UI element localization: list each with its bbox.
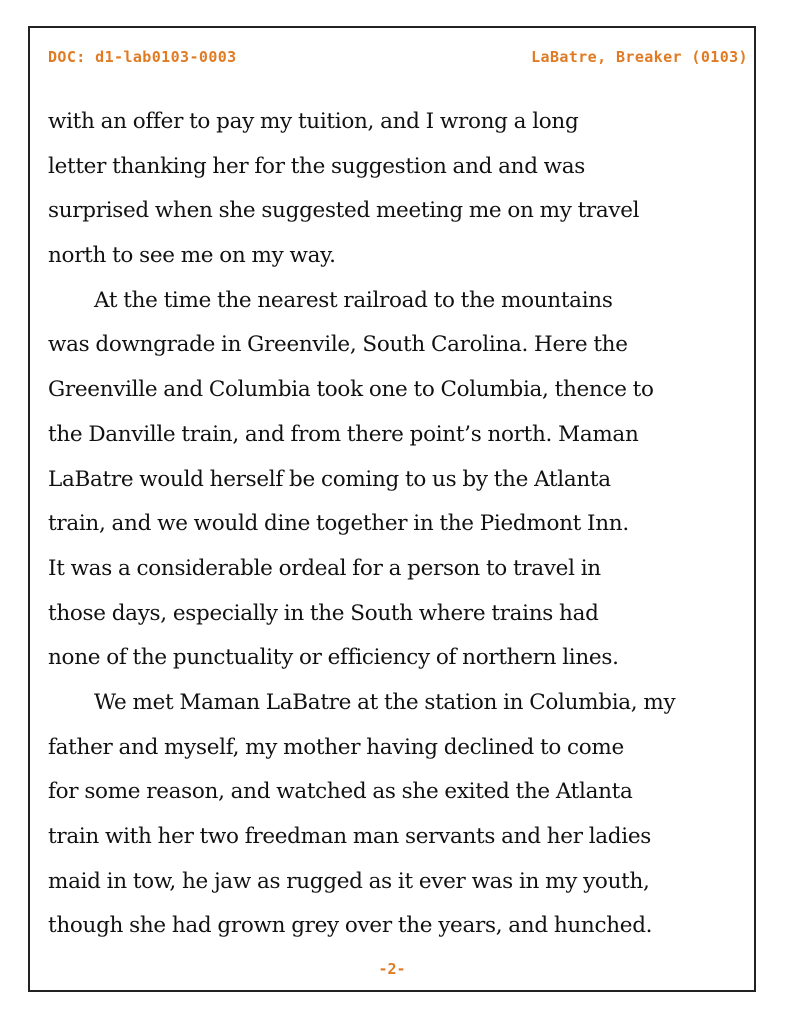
text-line: surprised when she suggested meeting me on my travel xyxy=(48,198,640,224)
text-line: It was a considerable ordeal for a person to travel in xyxy=(48,555,601,581)
text-line: for some reason, and watched as she exited the Atlanta xyxy=(48,779,633,805)
text-line: north to see me on my way. xyxy=(48,243,336,269)
text-line: father and myself, my mother having declined to come xyxy=(48,734,624,760)
doc-id: DOC: d1-lab0103-0003 xyxy=(48,48,237,66)
text-line: none of the punctuality or efficiency of northern lines. xyxy=(48,645,619,671)
text-line: with an offer to pay my tuition, and I wrong a long xyxy=(48,109,579,134)
text-line: We met Maman LaBatre at the station in Columbia, my xyxy=(94,689,676,715)
text-line: LaBatre would herself be coming to us by the Atlanta xyxy=(48,466,611,492)
text-line: the Danville train, and from there point’s north. Maman xyxy=(48,421,639,447)
text-line: was downgrade in Greenvile, South Carolina. Here the xyxy=(48,332,628,358)
text-line: those days, especially in the South where trains had xyxy=(48,600,599,626)
text-line: maid in tow, he jaw as rugged as it ever was in my youth, xyxy=(48,868,650,894)
page-header xyxy=(48,48,748,72)
text-line: train, and we would dine together in the Piedmont Inn. xyxy=(48,511,629,537)
text-line: At the time the nearest railroad to the mountains xyxy=(94,287,613,313)
doc-source: LaBatre, Breaker (0103) xyxy=(531,48,748,66)
document-page xyxy=(28,26,756,992)
page-number: -2- xyxy=(378,960,406,978)
text-line: though she had grown grey over the years, and hunched. xyxy=(48,913,653,939)
text-line: letter thanking her for the suggestion and and was xyxy=(48,153,586,179)
text-line: train with her two freedman man servants and her ladies xyxy=(48,824,652,849)
text-line: Greenville and Columbia took one to Columbia, thence to xyxy=(48,377,654,403)
body-text xyxy=(48,100,752,949)
